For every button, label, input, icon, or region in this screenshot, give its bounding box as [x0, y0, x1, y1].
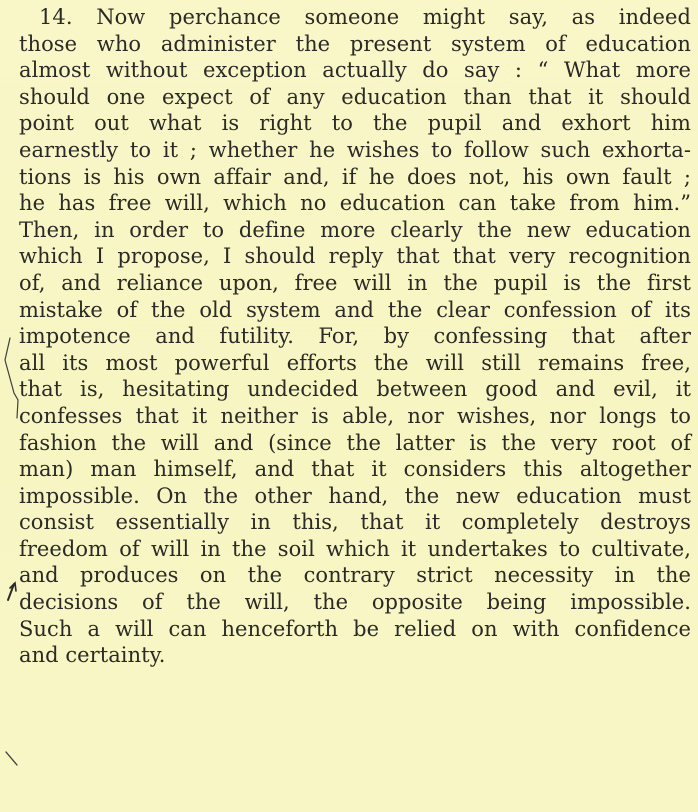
text-line: impossible. On the other hand, the new education must — [19, 483, 691, 508]
text-line: impotence and futility. For, by confessing that after — [19, 324, 691, 349]
text-line: tions is his own affair and, if he does not, his own fault ; — [19, 164, 691, 189]
text-line: he has free will, which no education can take from him.” — [19, 191, 691, 216]
text-line: fashion the will and (since the latter is the very root of — [19, 430, 691, 455]
text-line: point out what is right to the pupil and exhort him — [19, 111, 691, 136]
margin-tick-mark — [6, 752, 17, 765]
text-line: confesses that it neither is able, nor wishes, nor longs to — [19, 403, 691, 428]
text-line: consist essentially in this, that it completely destroys — [19, 510, 691, 535]
text-line: Then, in order to define more clearly the new education — [19, 217, 691, 242]
text-line: and certainty. — [19, 643, 166, 668]
text-line: mistake of the old system and the clear confession of its — [19, 297, 691, 322]
text-line: almost without exception actually do say : “ What more — [19, 58, 691, 83]
text-line: decisions of the will, the opposite being impossible. — [19, 590, 691, 615]
text-line: freedom of will in the soil which it undertakes to cultivate, — [19, 536, 691, 561]
text-line: that is, hesitating undecided between good and evil, it — [19, 377, 691, 402]
margin-arrow-head-mark — [10, 583, 16, 591]
text-line: Such a will can henceforth be relied on with confidence — [19, 616, 691, 641]
text-line: which I propose, I should reply that that very recognition — [19, 244, 691, 269]
paragraph-14 — [19, 4, 691, 669]
text-line: all its most powerful efforts the will still remains free, — [19, 350, 691, 375]
text-line: man) man himself, and that it considers this altogether — [19, 457, 691, 482]
text-line: earnestly to it ; whether he wishes to follow such exhorta- — [19, 137, 691, 162]
text-line: those who administer the present system of education — [19, 31, 691, 56]
text-line: of, and reliance upon, free will in the pupil is the first — [19, 270, 691, 295]
text-line: 14. Now perchance someone might say, as indeed — [39, 5, 691, 29]
text-line: should one expect of any education than that it should — [19, 84, 691, 109]
margin-arrow-mark — [8, 584, 14, 600]
text-line: and produces on the contrary strict necessity in the — [19, 563, 691, 588]
margin-bracket-mark — [5, 338, 18, 418]
